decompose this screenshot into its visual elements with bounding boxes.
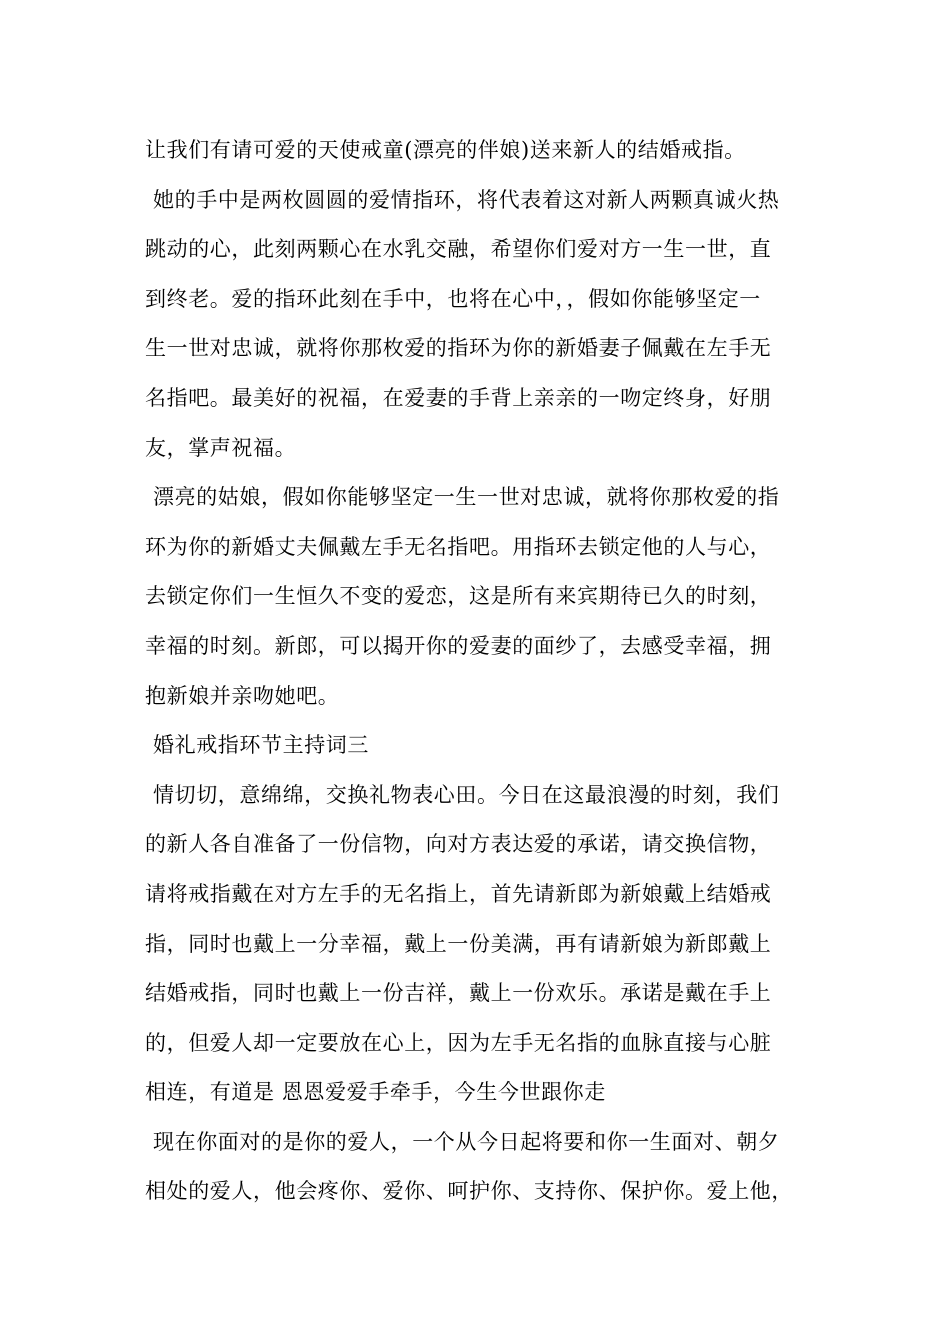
text-line: 跳动的心，此刻两颗心在水乳交融，希望你们爱对方一生一世，直 bbox=[145, 237, 772, 262]
text-line: 请将戒指戴在对方左手的无名指上，首先请新郎为新娘戴上结婚戒 bbox=[145, 881, 772, 906]
text-line: 让我们有请可爱的天使戒童(漂亮的伴娘)送来新人的结婚戒指。 bbox=[145, 138, 746, 162]
text-line: 情切切，意绵绵，交换礼物表心田。今日在这最浪漫的时刻，我们 bbox=[153, 782, 780, 807]
text-line: 的，但爱人却一定要放在心上，因为左手无名指的血脉直接与心脏 bbox=[145, 1030, 772, 1055]
text-line: 结婚戒指，同时也戴上一份吉祥，戴上一份欢乐。承诺是戴在手上 bbox=[145, 981, 772, 1006]
text-line: 指，同时也戴上一分幸福，戴上一份美满，再有请新娘为新郎戴上 bbox=[145, 931, 772, 956]
text-line: 相处的爱人，他会疼你、爱你、呵护你、支持你、保护你。爱上他， bbox=[145, 1179, 793, 1204]
text-line: 到终老。爱的指环此刻在手中，也将在心中，，假如你能够坚定一 bbox=[145, 286, 761, 311]
text-line: 相连，有道是 恩恩爱爱手牵手，今生今世跟你走 bbox=[145, 1080, 606, 1105]
text-line: 名指吧。最美好的祝福，在爱妻的手背上亲亲的一吻定终身，好朋 bbox=[145, 385, 772, 410]
text-line: 友，掌声祝福。 bbox=[145, 435, 297, 460]
text-line: 环为你的新婚丈夫佩戴左手无名指吧。用指环去锁定他的人与心， bbox=[145, 534, 772, 559]
document-body bbox=[145, 126, 825, 1217]
text-line: 幸福的时刻。新郎，可以揭开你的爱妻的面纱了，去感受幸福，拥 bbox=[145, 633, 772, 658]
text-line: 生一世对忠诚，就将你那枚爱的指环为你的新婚妻子佩戴在左手无 bbox=[145, 336, 772, 361]
text-line: 现在你面对的是你的爱人，一个从今日起将要和你一生面对、朝夕 bbox=[153, 1129, 780, 1154]
text-line: 的新人各自准备了一份信物，向对方表达爱的承诺，请交换信物， bbox=[145, 832, 772, 857]
text-line: 漂亮的姑娘，假如你能够坚定一生一世对忠诚，就将你那枚爱的指 bbox=[153, 485, 780, 510]
text-line: 抱新娘并亲吻她吧。 bbox=[145, 683, 340, 708]
text-line: 去锁定你们一生恒久不变的爱恋，这是所有来宾期待已久的时刻， bbox=[145, 584, 772, 609]
section-heading: 婚礼戒指环节主持词三 bbox=[153, 733, 369, 758]
text-line: 她的手中是两枚圆圆的爱情指环，将代表着这对新人两颗真诚火热 bbox=[153, 187, 780, 212]
